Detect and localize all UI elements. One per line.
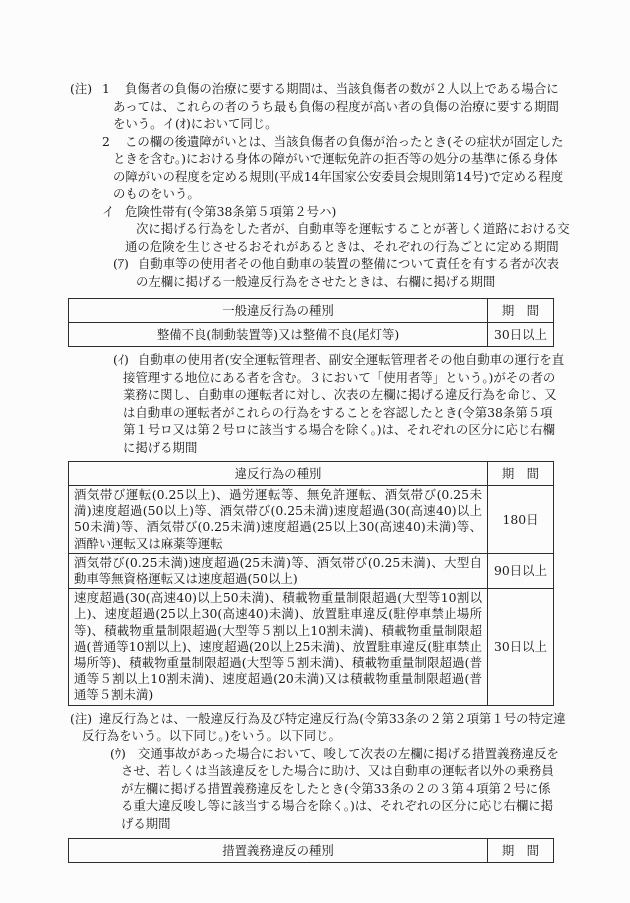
text-line: あっては、これらの者のうち最も負傷の程度が高い者の負傷の治療に要する期間 <box>113 98 559 114</box>
item-number: 1 <box>102 81 110 96</box>
item-number: イ <box>102 203 115 219</box>
paragraph-text: 違反行為とは、一般違反行為及び特定違反行為(令第33条の２第２項第１号の特定違 <box>99 710 566 726</box>
table-row <box>69 589 554 705</box>
text-line: 通の危険を生じさせるおそれがあるときは、それぞれの行為ごとに定める期間 <box>125 238 559 254</box>
violation-type-cell: 酒気帯び(0.25未満)速度超過(25未満)等、酒気帯び(0.25未満)、大型自動車等無資格運転又は速度超過(50以上) <box>69 553 488 588</box>
section-title: 危険性帯有(令第38条第５項第２号ハ) <box>125 203 337 219</box>
period-cell: 90日以上 <box>488 553 554 588</box>
period-cell: 180日 <box>488 486 554 554</box>
paragraph-text: 自動車等の使用者その他自動車の装置の整備について責任を有する者が次表 <box>138 256 560 271</box>
column-header-period: 期 間 <box>488 839 554 863</box>
note-label: (注) <box>70 710 93 726</box>
paragraph-text: この欄の後遺障がいとは、当該負傷者の負傷が治ったとき(その症状が固定した <box>125 133 564 149</box>
text-line: の左欄に掲げる一般違反行為をさせたときは、右欄に掲げる期間 <box>136 273 496 289</box>
document-content <box>70 80 570 867</box>
item-number: 2 <box>102 133 110 149</box>
note-label: (注) <box>70 81 93 96</box>
item-marker: (ｲ) <box>113 352 129 367</box>
text-line: の障がいの程度を定める規則(平成14年国家公安委員会規則第14号)で定める程度 <box>113 168 564 184</box>
paragraph-text: 交通事故があった場合において、唆して次表の左欄に掲げる措置義務違反を <box>138 745 559 761</box>
text-line <box>113 351 564 369</box>
text-line: 接管理する地位にある者を含む。３において「使用者等」という。)がその者の <box>123 369 556 385</box>
text-line: に掲げる期間 <box>123 439 198 455</box>
text-line: る重大違反唆し等に該当する場合を除く。)は、それぞれの区分に応じ右欄に掲 <box>121 798 554 814</box>
column-header-period: 期 間 <box>488 299 554 323</box>
text-line <box>102 133 564 151</box>
table-row <box>69 553 554 588</box>
text-line: 第１号ロ又は第２号ロに該当する場合を除く。)は、それぞれの区分に応じ右欄 <box>123 422 556 437</box>
text-line <box>70 80 564 98</box>
text-line <box>102 203 564 221</box>
column-header-type: 一般違反行為の種別 <box>69 299 488 323</box>
item-marker: (ｳ) <box>110 745 126 761</box>
table-row <box>69 323 554 347</box>
text-line: 次に掲げる行為をした者が、自動車等を運転することが著しく道路における交 <box>136 221 570 236</box>
general-violation-table <box>68 298 554 347</box>
violation-type-cell: 速度超過(30(高速40)以上50未満)、積載物重量制限超過(大型等10割以上)、速度超過(25以上30(高速40)未満)、放置駐車違反(駐停車禁止場所等)、積載物重量制限超過(大型等５割以上10割未満)、積載物重量制限超過(普通等10割以上)、速度超過(20以上25未満)、放置駐車違反(駐車禁止場所等)、積載物重量制限超過(大型等５割未満)、積載物重量制限超過(普通等５割以上10割未満)、速度超過(20未満)又は積載物重量制限超過(普通等５割未満) <box>69 589 488 705</box>
text-line: させ、若しくは当該違反をした場合に助け、又は自動車の運転者以外の乗務員 <box>121 763 554 779</box>
paragraph-text: 負傷者の負傷の治療に要する期間は、当該負傷者の数が２人以上である場合に <box>125 81 559 96</box>
item-marker: (ｱ) <box>113 256 129 271</box>
text-line: 業務に関し、自動車の運転者に対し、次表の左欄に掲げる違反行為を命じ、又 <box>123 387 557 402</box>
table-header-row <box>69 462 554 486</box>
text-line <box>110 745 564 763</box>
duty-violation-table <box>68 838 554 863</box>
column-header-type: 措置義務違反の種別 <box>69 839 488 863</box>
table-row <box>69 486 554 554</box>
column-header-type: 違反行為の種別 <box>69 462 488 486</box>
text-line: のものをいう。 <box>113 186 200 201</box>
text-line: 反行為をいう。以下同じ。)をいう。以下同じ。 <box>82 728 341 744</box>
column-header-period: 期 間 <box>488 462 554 486</box>
paragraph-text: 自動車の使用者(安全運転管理者、副安全運転管理者その他自動車の運行を直 <box>138 352 565 367</box>
table-header-row <box>69 299 554 323</box>
text-line: をいう。イ(ｵ)において同じ。 <box>113 116 278 131</box>
text-line: げる期間 <box>121 815 171 831</box>
violation-table <box>68 461 554 706</box>
table-header-row <box>69 839 554 863</box>
violation-type-cell: 酒気帯び運転(0.25以上)、過労運転等、無免許運転、酒気帯び(0.25未満)速度超過(50以上)等、酒気帯び(0.25未満)速度超過(30(高速40)以上50未満)等、酒気帯び(0.25未満)速度超過(25以上30(高速40)未満)等、酒酔い運転又は麻薬等運転 <box>69 486 488 554</box>
text-line: が左欄に掲げる措置義務違反をしたとき(令第33条の２の３第４項第２号に係 <box>121 780 551 796</box>
text-line: ときを含む。)における身体の障がいで運転免許の拒否等の処分の基準に係る身体 <box>113 151 558 166</box>
text-line <box>70 710 564 728</box>
text-line: は自動車の運転者がこれらの行為をすることを容認したとき(令第38条第５項 <box>123 404 553 420</box>
period-cell: 30日以上 <box>488 323 554 347</box>
violation-type-cell: 整備不良(制動装置等)又は整備不良(尾灯等) <box>69 323 488 347</box>
period-cell: 30日以上 <box>488 589 554 705</box>
text-line <box>113 255 564 273</box>
